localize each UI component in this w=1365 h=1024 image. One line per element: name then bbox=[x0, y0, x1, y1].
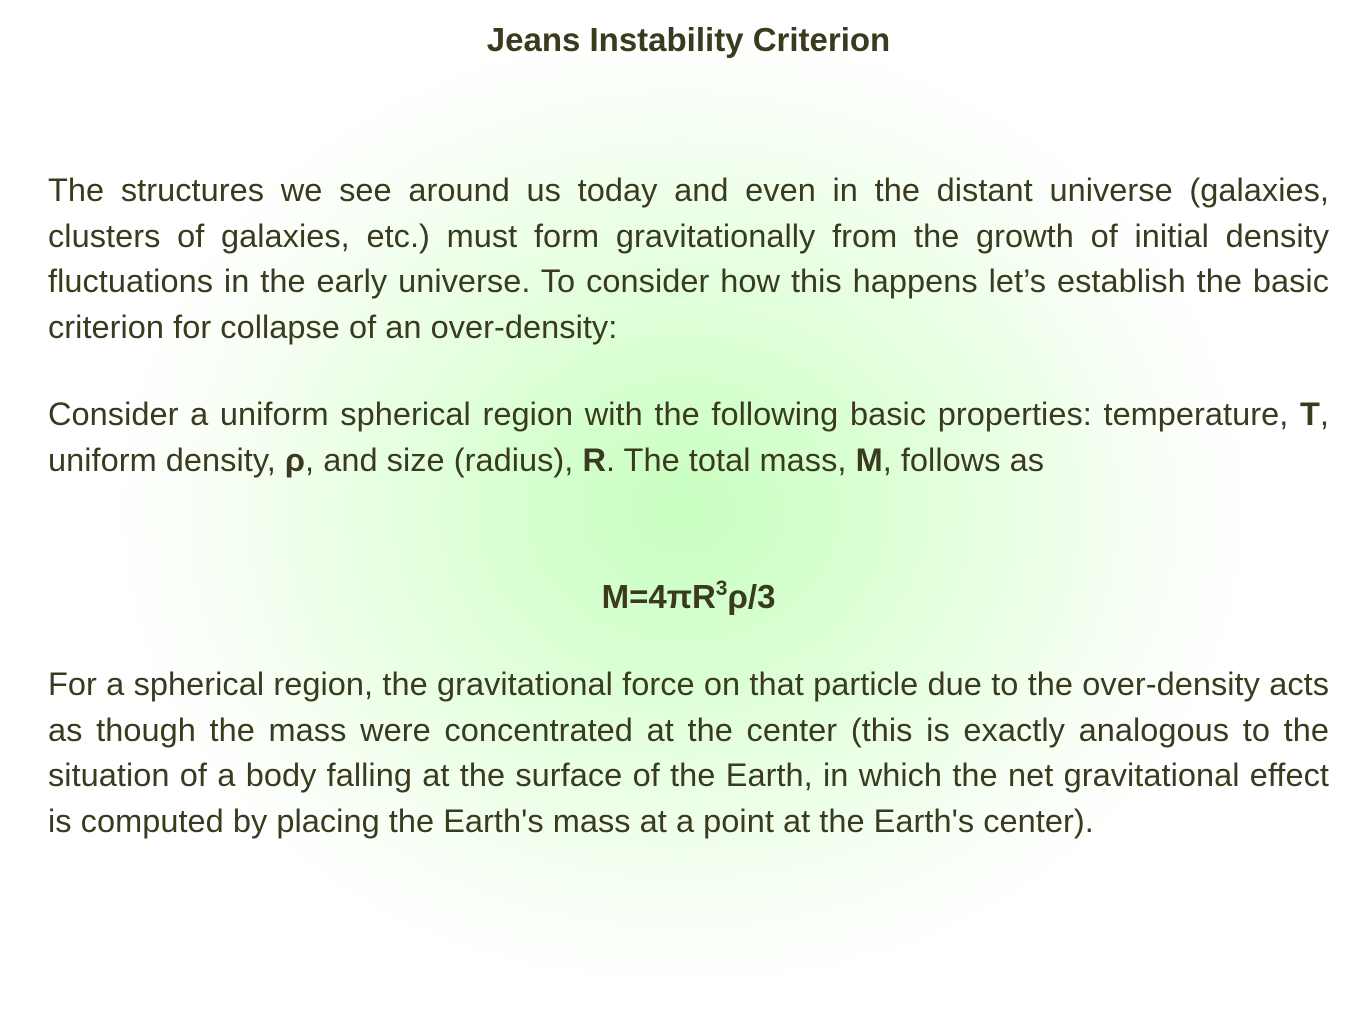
intro-paragraph: The structures we see around us today and even in the distant universe (galaxies, clusters of galaxies, etc.) must form gravitationally from the growth of initial density fluctuations in the early universe. To consider how this happens let’s establish the basic criterion for collapse of an over-density: bbox=[48, 172, 1329, 345]
properties-text-4: . The total mass, bbox=[605, 441, 856, 478]
formula-exponent: 3 bbox=[715, 577, 728, 600]
mass-formula bbox=[48, 574, 1329, 619]
gravity-paragraph: For a spherical region, the gravitational force on that particle due to the over-density acts as though the mass were concentrated at the center (this is exactly analogous to the situation of a body falling at the surface of the Earth, in which the net gravitational effect is computed by placing the Earth's mass at a point at the Earth's center). bbox=[48, 666, 1329, 839]
slide-title: Jeans Instability Criterion bbox=[486, 21, 891, 58]
properties-text-2: , uniform density, bbox=[48, 396, 1329, 478]
properties-text-1: Consider a uniform spherical region with the following basic properties: temperature, bbox=[48, 396, 1300, 432]
variable-radius: R bbox=[582, 441, 606, 478]
formula-base: M=4πR bbox=[601, 578, 716, 615]
properties-text-5: , follows as bbox=[882, 441, 1045, 478]
properties-paragraph bbox=[48, 392, 1329, 483]
properties-text-3: , and size (radius), bbox=[305, 441, 583, 478]
formula-tail: ρ/3 bbox=[727, 578, 776, 615]
variable-density: ρ bbox=[284, 441, 306, 478]
variable-temperature: T bbox=[1300, 396, 1320, 432]
variable-mass: M bbox=[855, 441, 883, 478]
